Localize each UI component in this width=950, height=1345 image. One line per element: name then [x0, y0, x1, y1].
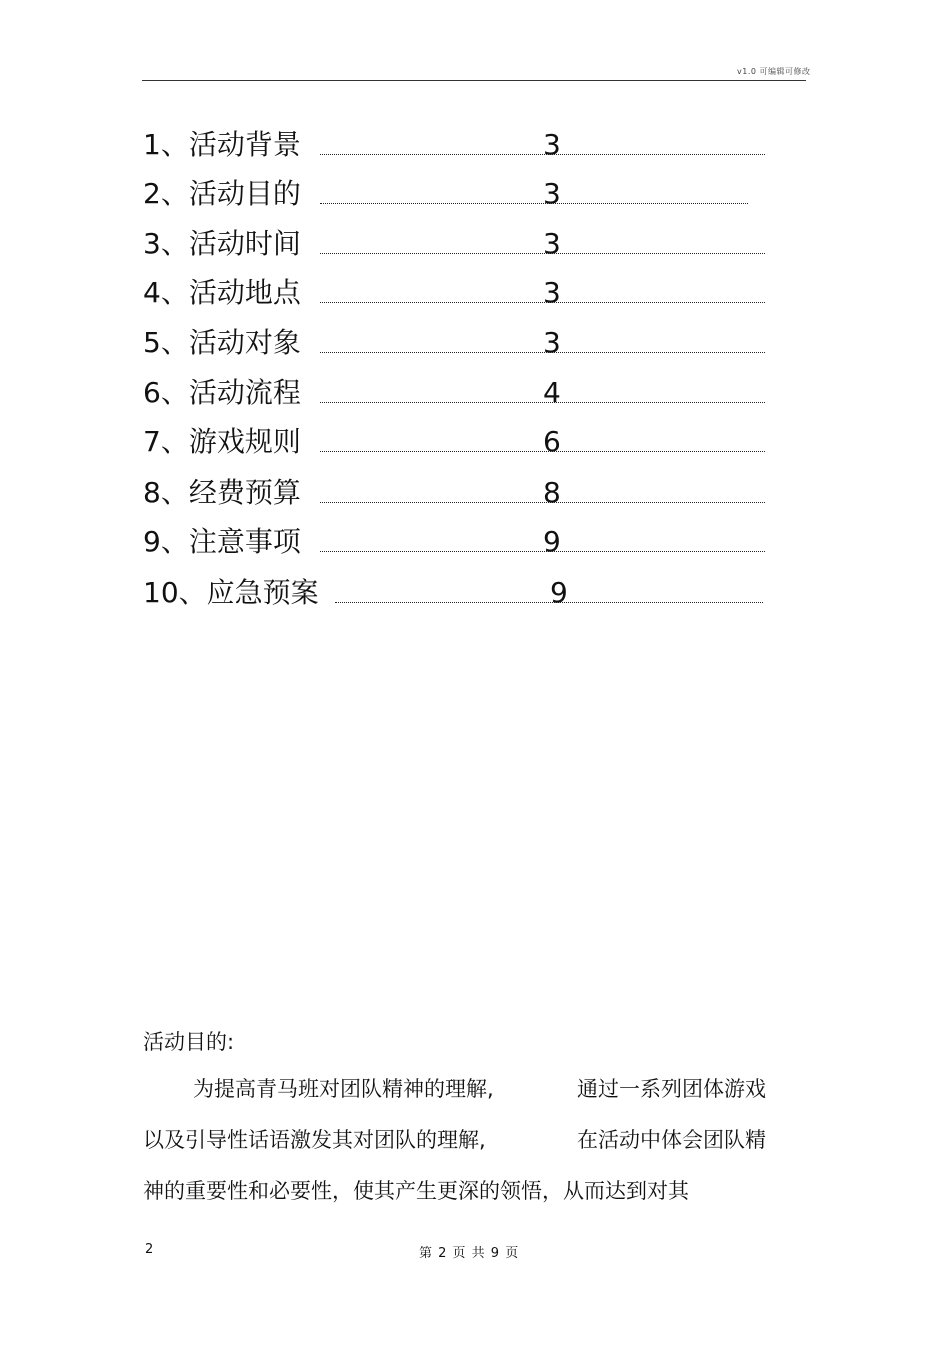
footer-page-count: 第 2 页 共 9 页 — [419, 1246, 520, 1261]
toc-entry-page: 3 — [543, 177, 561, 210]
toc-entry-title: 2、活动目的 — [143, 177, 301, 210]
toc-entry-title: 9、注意事项 — [143, 525, 301, 558]
toc-dot-leader — [320, 203, 748, 204]
toc-entry-page: 3 — [543, 227, 561, 260]
toc-entry-page: 3 — [543, 276, 561, 309]
toc-entry — [0, 376, 950, 426]
toc-entry-page: 9 — [543, 525, 561, 558]
toc-entry — [0, 326, 950, 376]
toc-entry-title: 4、活动地点 — [143, 276, 301, 309]
paragraph-line: 为提高青马班对团队精神的理解, — [193, 1077, 494, 1101]
toc-entry-page: 3 — [543, 326, 561, 359]
toc-entry — [0, 128, 950, 178]
toc-entry-page: 4 — [543, 376, 561, 409]
footer-page-number: 2 — [145, 1242, 154, 1257]
toc-entry — [0, 576, 950, 626]
toc-entry-title: 10、应急预案 — [143, 576, 319, 609]
paragraph-line: 神的重要性和必要性，使其产生更深的领悟，从而达到对其 — [143, 1179, 689, 1203]
toc-entry — [0, 525, 950, 575]
toc-entry-page: 9 — [550, 576, 568, 609]
toc-entry-page: 3 — [543, 128, 561, 161]
section-heading: 活动目的: — [143, 1030, 235, 1054]
toc-entry — [0, 425, 950, 475]
paragraph-line: 通过一系列团体游戏 — [577, 1077, 766, 1101]
toc-entry — [0, 177, 950, 227]
paragraph-line: 在活动中体会团队精 — [577, 1128, 766, 1152]
toc-entry-title: 6、活动流程 — [143, 376, 301, 409]
toc-entry-title: 3、活动时间 — [143, 227, 301, 260]
header-version-note: v1.0 可编辑可修改 — [737, 67, 811, 76]
toc-entry — [0, 227, 950, 277]
toc-entry-page: 8 — [543, 476, 561, 509]
toc-entry-title: 7、游戏规则 — [143, 425, 301, 458]
toc-entry — [0, 476, 950, 526]
header-rule — [142, 80, 806, 81]
toc-entry-title: 1、活动背景 — [143, 128, 301, 161]
toc-entry-title: 5、活动对象 — [143, 326, 301, 359]
toc-entry-page: 6 — [543, 425, 561, 458]
toc-entry-title: 8、经费预算 — [143, 476, 301, 509]
toc-dot-leader — [335, 602, 763, 603]
paragraph-line: 以及引导性话语激发其对团队的理解, — [143, 1128, 486, 1152]
toc-entry — [0, 276, 950, 326]
